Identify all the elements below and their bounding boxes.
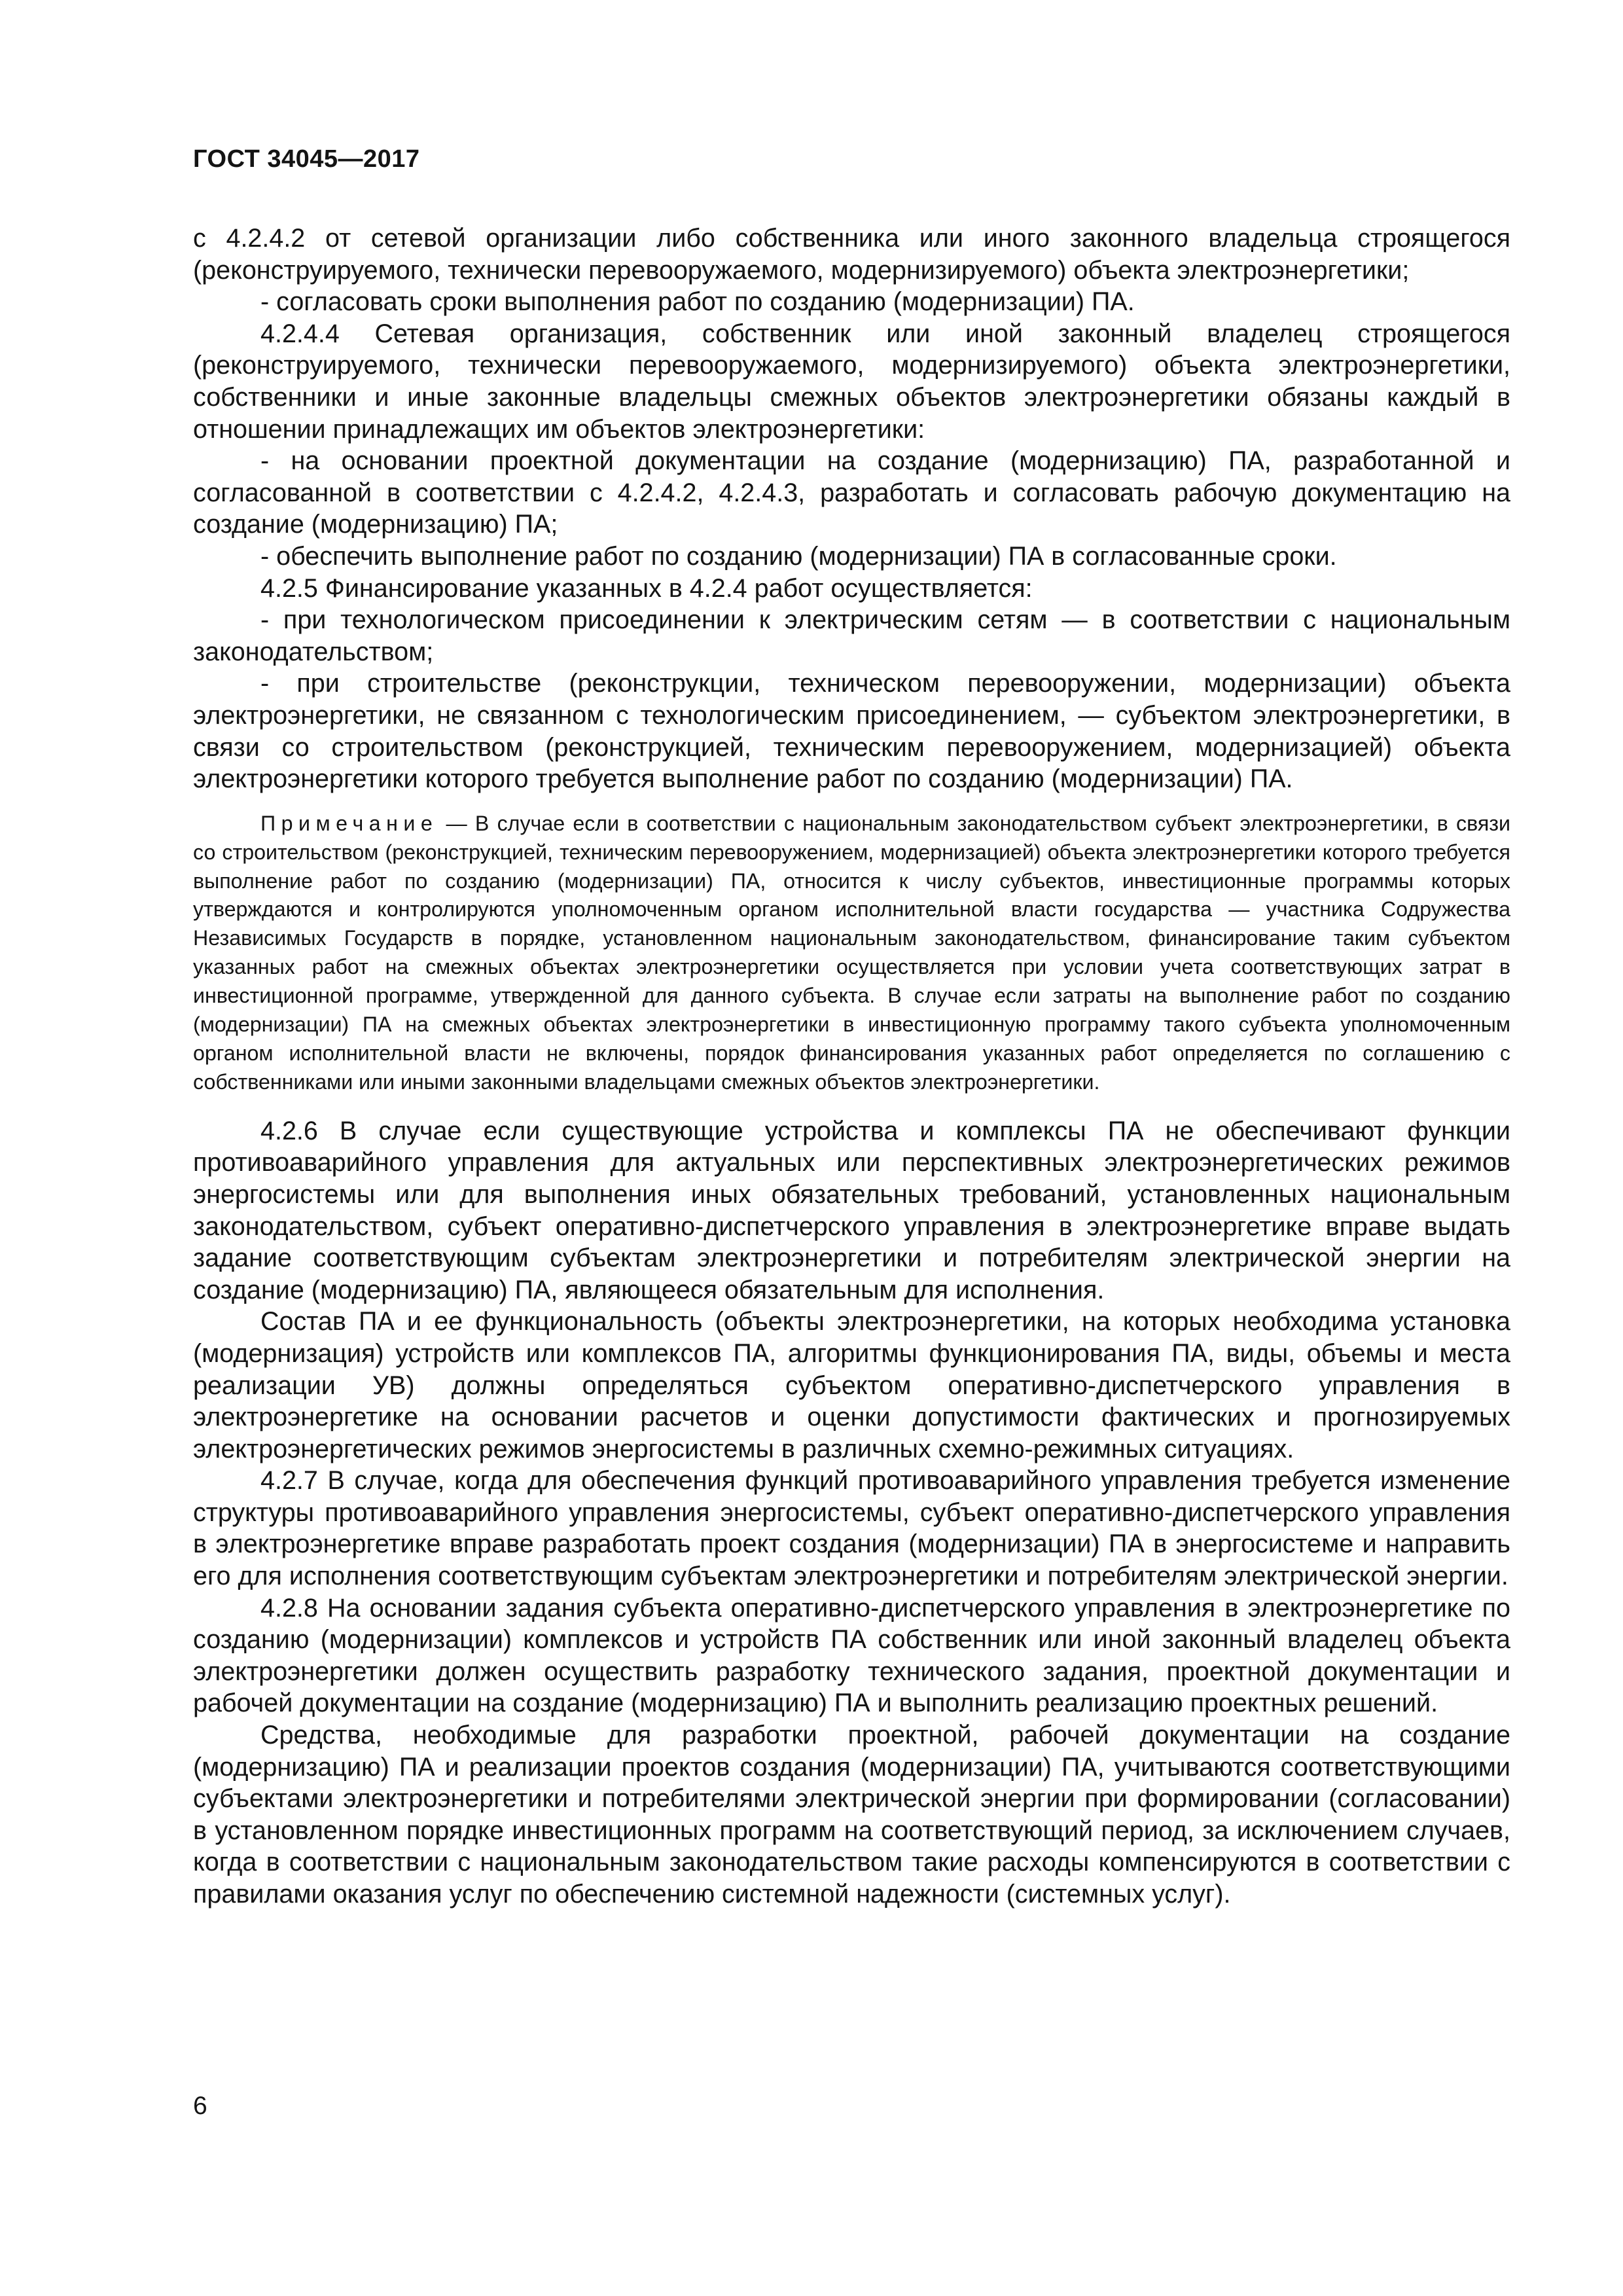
paragraph: 4.2.5 Финансирование указанных в 4.2.4 работ осуществляется:: [260, 573, 1033, 603]
paragraph: - на основании проектной документации на создание (модернизацию) ПА, разработанной и согласованной в соответствии с 4.2.4.2, 4.2.4.3, разработать и согласовать рабочую документацию на создание (модернизацию) ПА;: [193, 446, 1510, 539]
paragraph: 4.2.4.4 Сетевая организация, собственник или иной законный владелец строящегося (реконструируемого, технически перевооружаемого, модернизируемого) объекта электроэнергетики, собственники и иные законные владельцы смежных объектов электроэнергетики обязаны каждый в отношении принадлежащих им объектов электроэнергетики:: [193, 319, 1510, 444]
paragraph: 4.2.6 В случае если существующие устройства и комплексы ПА не обеспечивают функции противоаварийного управления для актуальных или перспективных электроэнергетических режимов энергосистемы или для выполнения иных обязательных требований, установленных национальным законодательством, субъект оперативно-диспетчерского управления в электроэнергетике вправе выдать задание соответствующим субъектам электроэнергетики и потребителям электрической энергии на создание (модернизацию) ПА, являющееся обязательным для исполнения.: [193, 1116, 1510, 1304]
paragraph: Состав ПА и ее функциональность (объекты электроэнергетики, на которых необходима установка (модернизация) устройств или комплексов ПА, алгоритмы функционирования ПА, виды, объемы и места реализации УВ) должны определяться субъектом оперативно-диспетчерского управления в электроэнергетике на основании расчетов и оценки допустимости фактических и прогнозируемых электроэнергетических режимов энергосистемы в различных схемно-режимных ситуациях.: [193, 1307, 1510, 1463]
paragraph: - при технологическом присоединении к электрическим сетям — в соответствии с национальным законодательством;: [193, 605, 1510, 666]
paragraph: 4.2.8 На основании задания субъекта оперативно-диспетчерского управления в электроэнергетике по созданию (модернизации) комплексов и устройств ПА собственник или иной законный владелец объекта электроэнергетики должен осуществить разработку технического задания, проектной документации и рабочей документации на создание (модернизацию) ПА и выполнить реализацию проектных решений.: [193, 1593, 1510, 1718]
page-number: 6: [193, 2092, 207, 2120]
note-label: Примечание: [260, 811, 438, 835]
note-block: [193, 810, 1510, 1097]
document-header: ГОСТ 34045—2017: [193, 145, 420, 173]
paragraph: Средства, необходимые для разработки проектной, рабочей документации на создание (модернизацию) ПА и реализации проектов создания (модернизации) ПА, учитываются соответствующими субъектами электроэнергетики и потребителями электрической энергии при формировании (согласовании) в установленном порядке инвестиционных программ на соответствующий период, за исключением случаев, когда в соответствии с национальным законодательством такие расходы компенсируются в соответствии с правилами оказания услуг по обеспечению системной надежности (системных услуг).: [193, 1721, 1510, 1909]
paragraph: 4.2.7 В случае, когда для обеспечения функций противоаварийного управления требуется изменение структуры противоаварийного управления энергосистемы, субъект оперативно-диспетчерского управления в электроэнергетике вправе разработать проект создания (модернизации) ПА в энергосистеме и направить его для исполнения соответствующим субъектам электроэнергетики и потребителям электрической энергии.: [193, 1466, 1510, 1591]
paragraph: с 4.2.4.2 от сетевой организации либо собственника или иного законного владельца строящегося (реконструируемого, технически перевооружаемого, модернизируемого) объекта электроэнергетики;: [193, 224, 1510, 285]
paragraph: - при строительстве (реконструкции, техническом перевооружении, модернизации) объекта электроэнергетики, не связанном с технологическим присоединением, — субъектом электроэнергетики, в связи со строительством (реконструкцией, техническим перевооружением, модернизацией) объекта электроэнергетики которого требуется выполнение работ по созданию (модернизации) ПА.: [193, 669, 1510, 794]
note-text: — В случае если в соответствии с национальным законодательством субъект электроэнергетики, в связи со строительством (реконструкцией, техническим перевооружением, модернизацией) объекта электроэнергетики которого требуется выполнение работ по созданию (модернизации) ПА, относится к числу субъектов, инвестиционные программы которых утверждаются и контролируются уполномоченным органом исполнительной власти государства — участника Содружества Независимых Государств в порядке, установленном национальным законодательством, финансирование таким субъектом указанных работ на смежных объектах электроэнергетики осуществляется при условии учета соответствующих затрат в инвестиционной программе, утвержденной для данного субъекта. В случае если затраты на выполнение работ по созданию (модернизации) ПА на смежных объектах электроэнергетики в инвестиционную программу такого субъекта уполномоченным органом исполнительной власти не включены, порядок финансирования указанных работ определяется по соглашению с собственниками или иными законными владельцами смежных объектов электроэнергетики.: [193, 811, 1510, 1094]
paragraph: - согласовать сроки выполнения работ по созданию (модернизации) ПА.: [260, 287, 1135, 317]
page-content: [193, 223, 1510, 1910]
paragraph: - обеспечить выполнение работ по созданию (модернизации) ПА в согласованные сроки.: [260, 541, 1337, 571]
